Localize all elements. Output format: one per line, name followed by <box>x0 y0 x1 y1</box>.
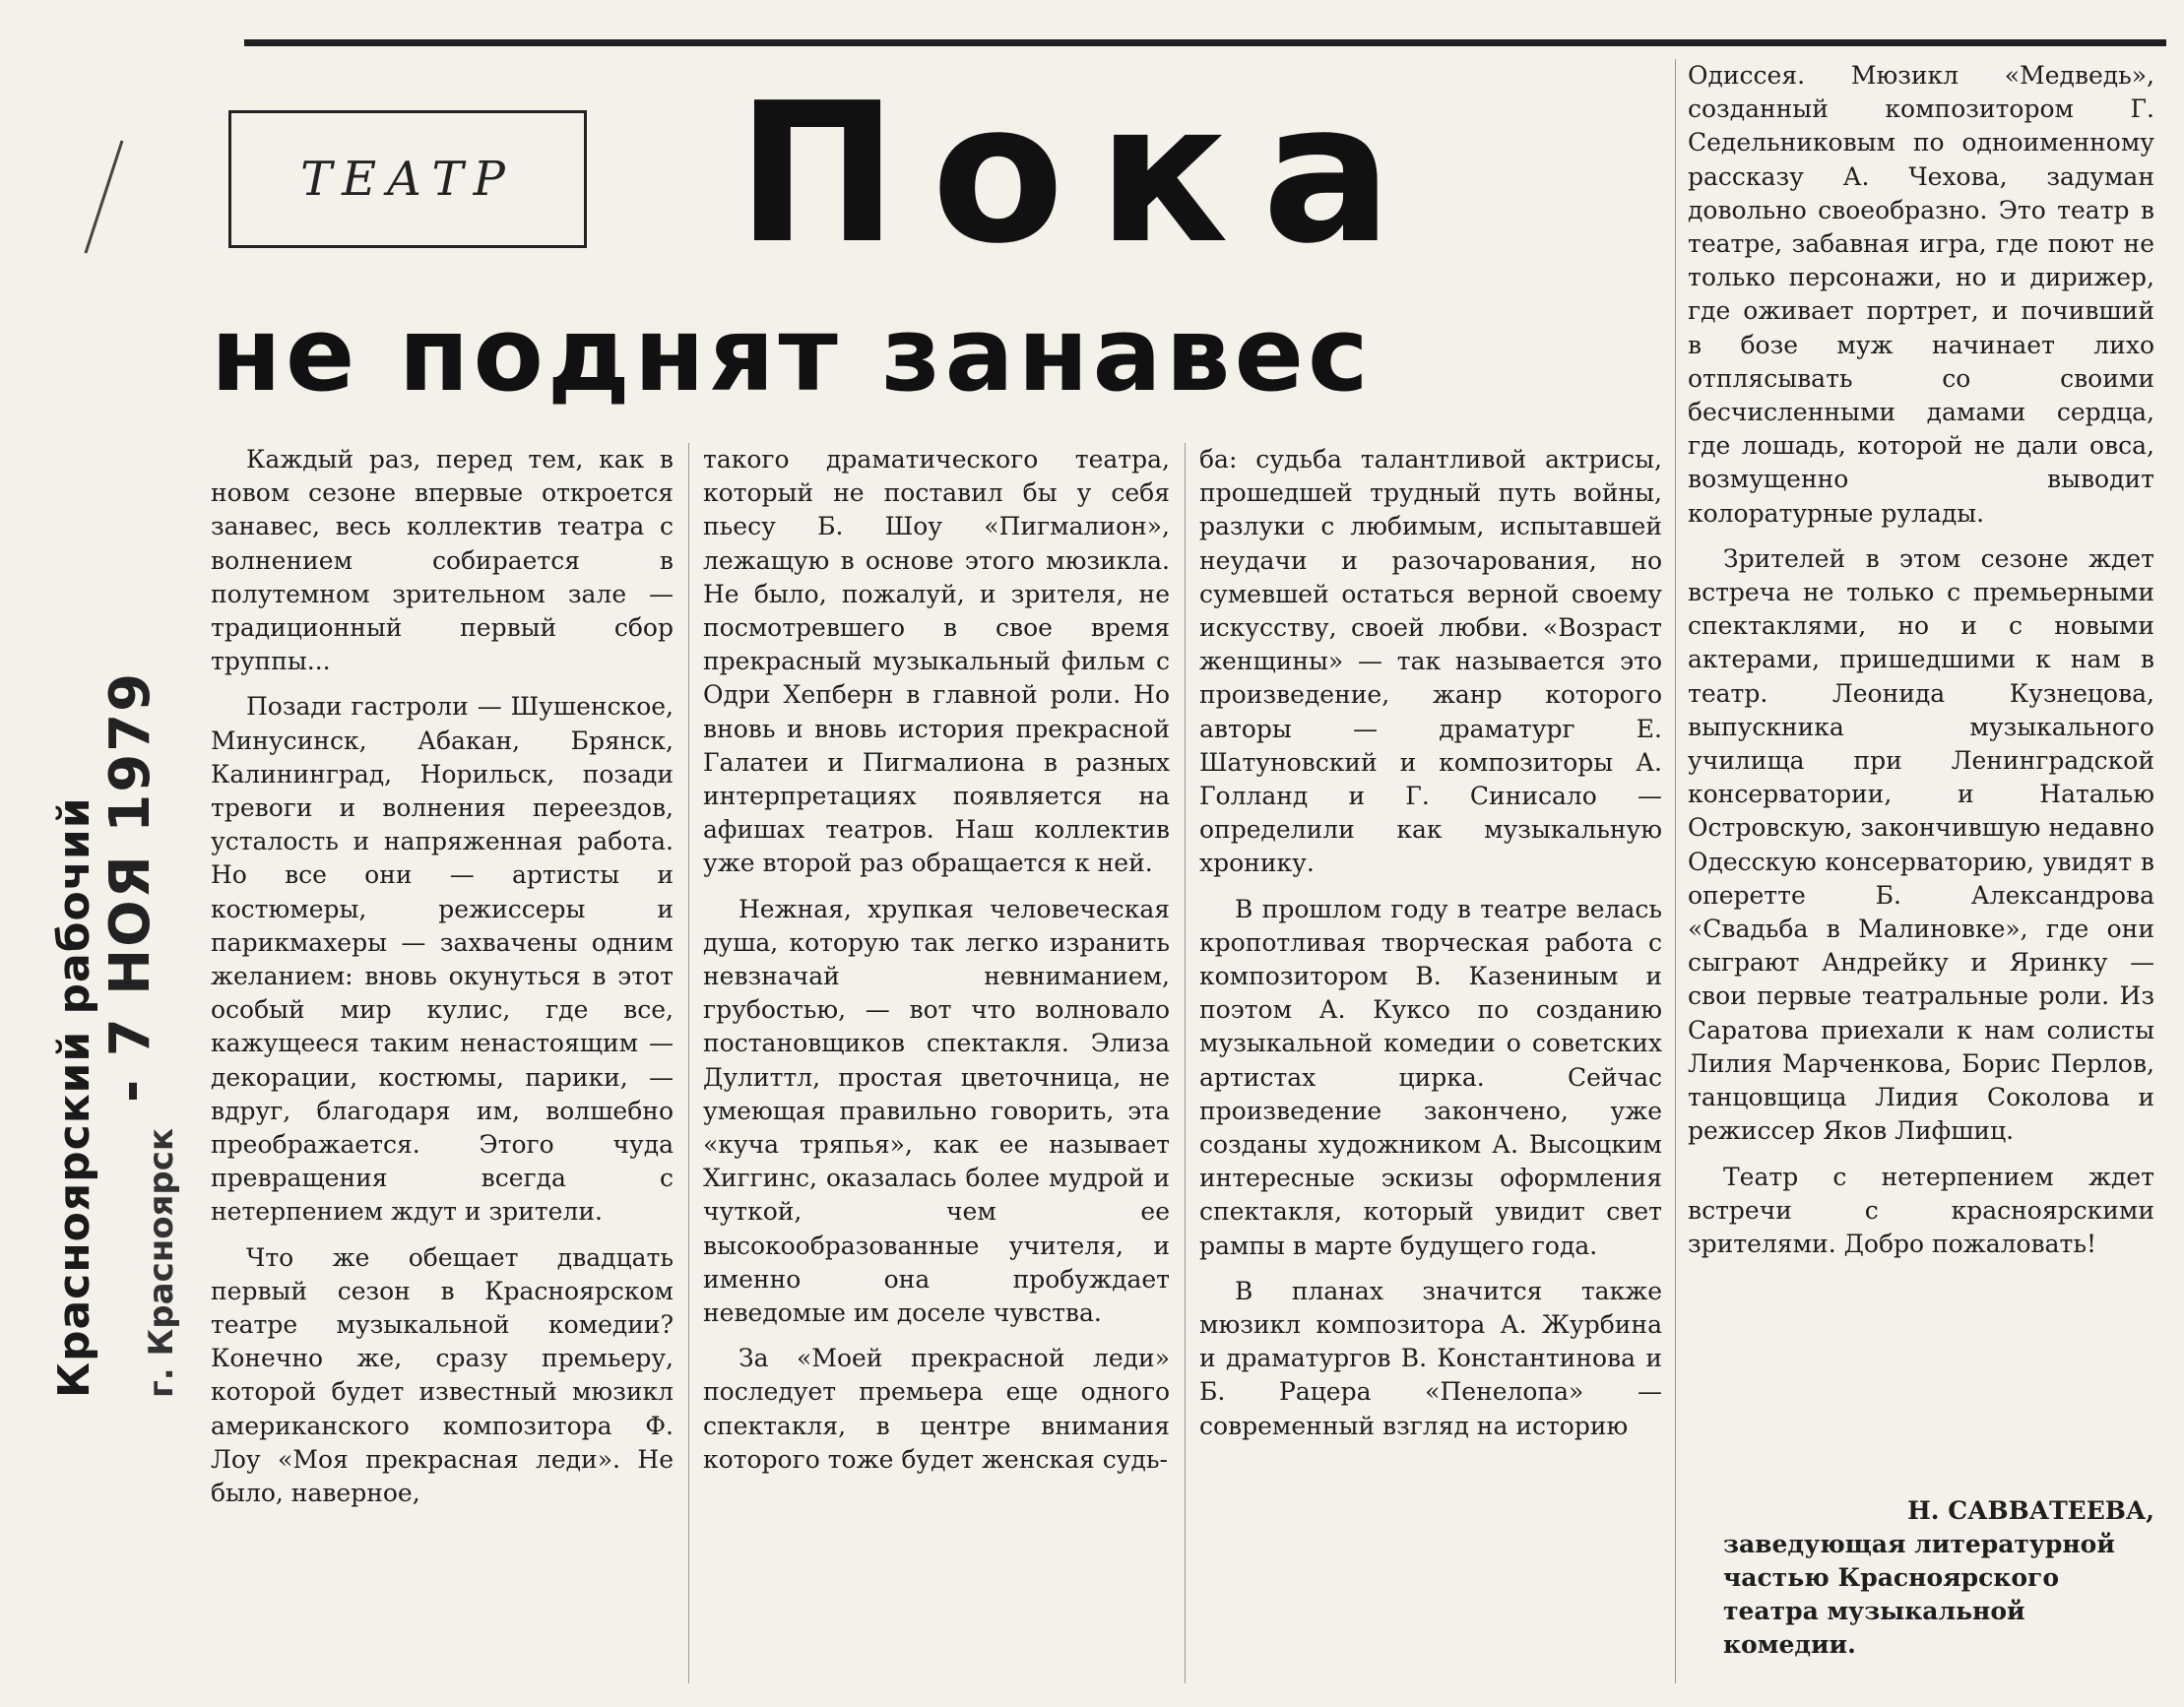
paragraph: Позади гастроли — Шушенское, Минусинск, Абакан, Брянск, Калининград, Норильск, позади тревоги и волнения переездов, усталость и напряженная работа. Но все они — артисты и костюмеры, режиссеры и парикмахеры — захвачены одним желанием: вновь окунуться в этот особый мир кулис, где все, кажущееся таким ненастоящим — декорации, костюмы, парики, — вдруг, благодаря им, волшебно преображается. Этого чуда превращения всегда с нетерпением ждут и зрители. <box>211 692 674 1227</box>
pen-mark <box>85 140 124 253</box>
article-column-3 <box>1199 443 1662 1703</box>
column-divider <box>1675 59 1676 1683</box>
paragraph: В планах значится также мюзикл композитора А. Журбина и драматургов В. Константинова и Б. Рацера «Пенелопа» — современный взгляд на историю <box>1199 1276 1662 1440</box>
paragraph: Нежная, хрупкая человеческая душа, которую так легко изранить невзначай невниманием, грубостью, — вот что волновало постановщиков спектакля. Элиза Дулиттл, простая цветочница, не умеющая правильно говорить, эта «куча тряпья», как ее называет Хиггинс, оказалась более мудрой и чуткой, чем ее высокообразованные учителя, и именно она пробуждает неведомые им доселе чувства. <box>703 894 1170 1328</box>
author-signature <box>1688 1494 2154 1681</box>
author-name: Н. САВВАТЕЕВА, <box>1907 1496 2154 1525</box>
stamp-date: - 7 НОЯ 1979 <box>98 670 162 1103</box>
top-rule <box>244 39 2166 46</box>
source-stamp <box>20 374 181 1418</box>
headline-line-1: Пока <box>737 62 1426 286</box>
paragraph: ба: судьба талантливой актрисы, прошедшей трудный путь войны, разлуки с любимым, испытавшей неудачи и разочарования, но сумевшей остаться верной своему искусству, своей любви. «Возраст женщины» — так называется это произведение, жанр которого авторы — драматург Е. Шатуновский и композиторы А. Голланд и Г. Синисало — определили как музыкальную хронику. <box>1199 445 1662 878</box>
paragraph: В прошлом году в театре велась кропотливая творческая работа с композитором В. Казениным и поэтом А. Куксо по созданию музыкальной комедии о советских артистах цирка. Сейчас произведение закончено, уже созданы художником А. Высоцким интересные эскизы оформления спектакля, который увидит свет рампы в марте будущего года. <box>1199 894 1662 1260</box>
author-title: заведующая литературной частью Красноярского театра музыкальной комедии. <box>1723 1530 2115 1659</box>
paragraph: За «Моей прекрасной леди» последует премьера еще одного спектакля, в центре внимания которого тоже будет женская судь- <box>703 1344 1170 1474</box>
paragraph: Что же обещает двадцать первый сезон в Красноярском театре музыкальной комедии? Конечно же, сразу премьеру, которой будет известный мюзикл американского композитора Ф. Лоу «Моя прекрасная леди». Не было, наверное, <box>211 1242 674 1508</box>
paragraph: Театр с нетерпением ждет встречи с красноярскими зрителями. Добро пожаловать! <box>1688 1162 2154 1258</box>
paragraph: Зрителей в этом сезоне ждет встреча не только с премьерными спектаклями, но и с новыми актерами, пришедшими к нам в театр. Леонида Кузнецова, выпускника музыкального училища при Ленинградской консерватории, и Наталью Островскую, закончившую недавно Одесскую консерваторию, увидят в оперетте Б. Александрова «Свадьба в Малиновке», где они сыграют Андрейку и Яринку — свои первые театральные роли. Из Саратова приехали к нам солисты Лилия Марченкова, Борис Перлов, танцовщица Лидия Соколова и режиссер Яков Лифшиц. <box>1688 543 2154 1146</box>
column-divider <box>688 443 689 1683</box>
article-column-2 <box>703 443 1170 1703</box>
headline-line-2: не поднят занавес <box>211 294 1373 414</box>
paragraph: Одиссея. Мюзикл «Медведь», созданный композитором Г. Седельниковым по одноименному рассказу А. Чехова, задуман довольно своеобразно. Это театр в театре, забавная игра, где поют не только персонажи, но и дирижер, где оживает портрет, и почивший в бозе муж начинает лихо отплясывать со своими бесчисленными дамами сердца, где лошадь, которой не дали овса, возмущенно выводит колоратурные рулады. <box>1688 61 2154 528</box>
stamp-paper-name: Красноярский рабочий <box>49 796 99 1398</box>
stamp-city: г. Красноярск <box>142 1128 181 1398</box>
article-column-1 <box>211 443 674 1703</box>
paragraph: Каждый раз, перед тем, как в новом сезоне впервые откроется занавес, весь коллектив театра с волнением собирается в полутемном зрительном зале — традиционный первый сбор труппы... <box>211 445 674 676</box>
paragraph: такого драматического театра, который не поставил бы у себя пьесу Б. Шоу «Пигмалион», лежащую в основе этого мюзикла. Не было, пожалуй, и зрителя, не посмотревшего в свое время прекрасный музыкальный фильм с Одри Хепберн в главной роли. Но вновь и вновь история прекрасной Галатеи и Пигмалиона в разных интерпретациях появляется на афишах театров. Наш коллектив уже второй раз обращается к ней. <box>703 445 1170 878</box>
rubric-box: ТЕАТР <box>228 110 587 248</box>
article-column-4 <box>1688 59 2154 1486</box>
column-divider <box>1185 443 1186 1683</box>
